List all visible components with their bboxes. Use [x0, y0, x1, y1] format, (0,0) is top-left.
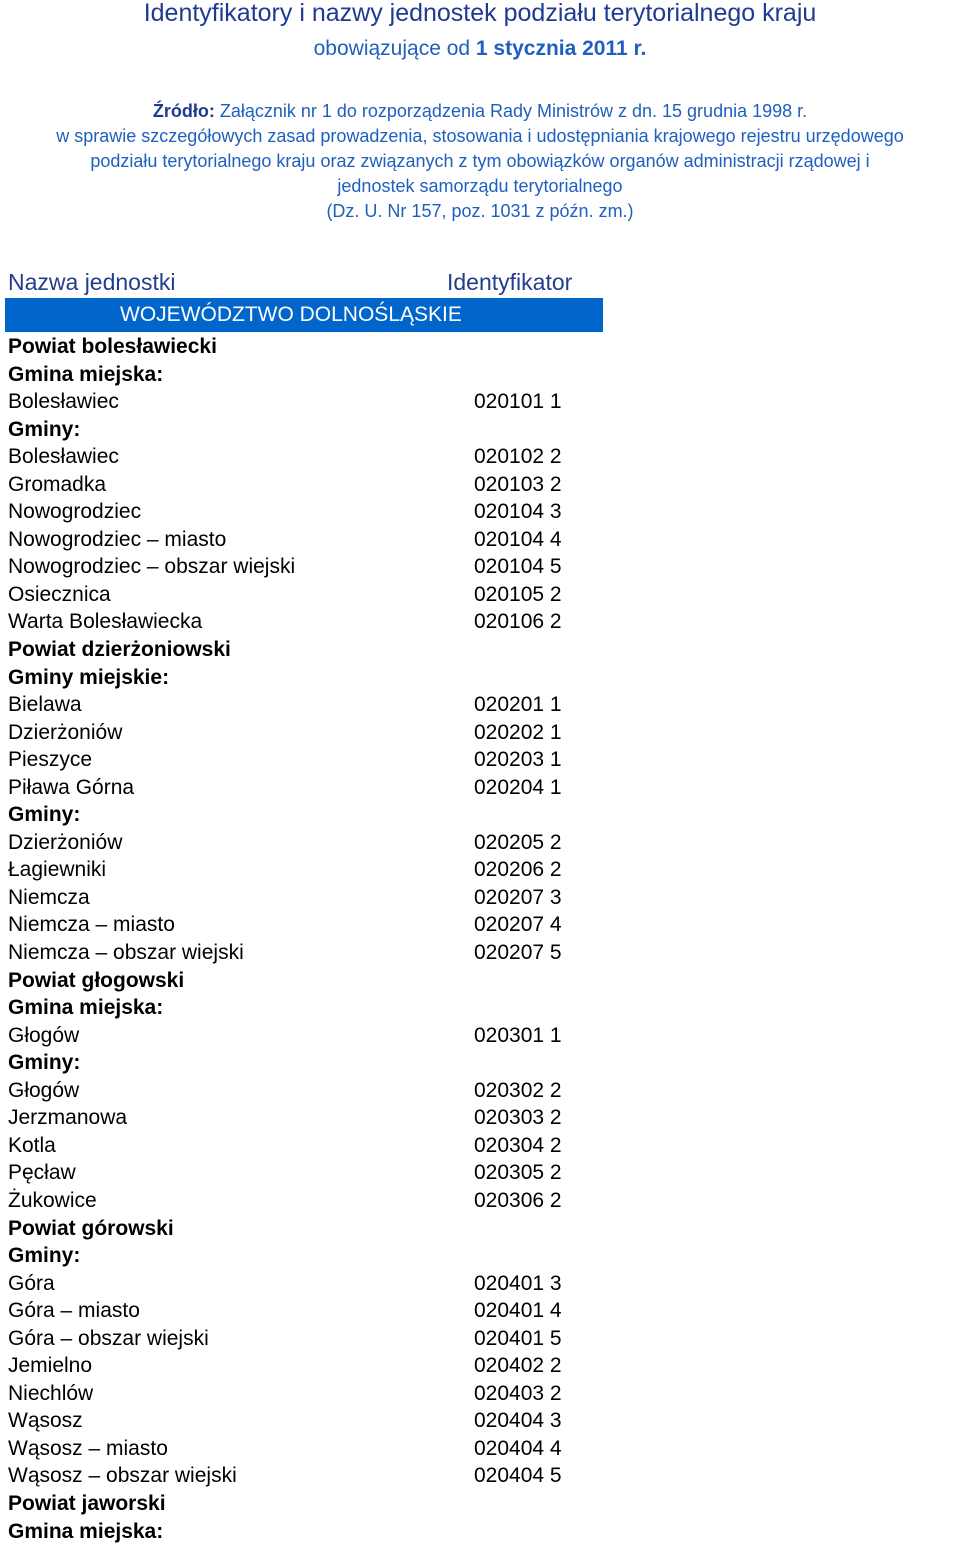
table-row [0, 388, 960, 416]
group-heading-row [0, 801, 960, 829]
subtitle-date: 1 stycznia 2011 r. [475, 37, 647, 60]
unit-name: Gminy: [8, 803, 81, 827]
unit-name: Powiat jaworski [8, 1491, 166, 1515]
unit-name: Głogów [8, 1023, 80, 1047]
unit-identifier: 020306 2 [474, 1188, 562, 1212]
unit-name: Niemcza – miasto [8, 913, 175, 937]
unit-name: Żukowice [8, 1188, 97, 1212]
table-row [0, 1022, 960, 1050]
unit-name: Powiat głogowski [8, 968, 185, 992]
unit-identifier: 020403 2 [474, 1381, 562, 1405]
source-line-1: Źródło: Załącznik nr 1 do rozporządzenia Rady Ministrów z dn. 15 grudnia 1998 r. [152, 101, 808, 121]
group-heading-row [0, 1242, 960, 1270]
unit-name: Gromadka [8, 472, 107, 496]
unit-identifier: 020101 1 [474, 390, 562, 414]
unit-name: Niemcza – obszar wiejski [8, 941, 244, 965]
unit-name: Nowogrodziec [8, 500, 142, 524]
unit-identifier: 020103 2 [474, 472, 562, 496]
table-row [0, 1132, 960, 1160]
group-heading-row [0, 416, 960, 444]
group-heading-row [0, 967, 960, 995]
unit-identifier: 020104 4 [474, 527, 562, 551]
unit-identifier: 020401 4 [474, 1299, 562, 1323]
unit-name: Warta Bolesławiecka [8, 610, 203, 634]
unit-name: Gminy: [8, 1244, 81, 1268]
group-heading-row [0, 1049, 960, 1077]
unit-name: Jemielno [8, 1354, 93, 1378]
source-note [0, 99, 960, 224]
unit-name: Gminy: [8, 1051, 81, 1075]
unit-name: Powiat bolesławiecki [8, 335, 217, 358]
column-header-id: Identyfikator [447, 269, 573, 295]
unit-name: Dzierżoniów [8, 720, 123, 744]
table-row [0, 1187, 960, 1215]
unit-identifier: 020404 4 [474, 1436, 562, 1460]
group-heading-row [0, 636, 960, 664]
table-row [0, 911, 960, 939]
unit-name: Bolesławiec [8, 445, 119, 469]
unit-name: Piława Górna [8, 775, 135, 799]
group-heading-row [0, 1215, 960, 1243]
table-row [0, 1462, 960, 1490]
source-line-2: w sprawie szczegółowych zasad prowadzenia, stosowania i udostępniania krajowego rejestru urzędowego [56, 126, 904, 146]
table-row [0, 884, 960, 912]
document-title: Identyfikatory i nazwy jednostek podziału terytorialnego kraju [143, 0, 817, 27]
subtitle-prefix: obowiązujące od [313, 37, 476, 60]
table-row [0, 1159, 960, 1187]
unit-name: Gmina miejska: [8, 362, 164, 386]
unit-identifier: 020204 1 [474, 775, 562, 799]
unit-name: Łagiewniki [8, 858, 107, 882]
unit-identifier: 020401 3 [474, 1271, 562, 1295]
unit-name: Pęcław [8, 1161, 76, 1185]
table-row [0, 1352, 960, 1380]
table-row [0, 1407, 960, 1435]
table-row [0, 498, 960, 526]
unit-identifier: 020402 2 [474, 1354, 562, 1378]
unit-name: Niemcza [8, 885, 90, 909]
unit-identifier: 020106 2 [474, 610, 562, 634]
unit-name: Góra – obszar wiejski [8, 1326, 209, 1350]
unit-identifier: 020206 2 [474, 858, 562, 882]
unit-identifier: 020303 2 [474, 1106, 562, 1130]
table-row [0, 939, 960, 967]
unit-name: Powiat dzierżoniowski [8, 638, 231, 662]
unit-name: Powiat górowski [8, 1216, 174, 1240]
unit-identifier: 020201 1 [474, 693, 562, 717]
group-heading-row [0, 333, 960, 361]
unit-identifier: 020203 1 [474, 748, 562, 772]
table-row [0, 1270, 960, 1298]
unit-name: Gminy: [8, 417, 81, 441]
column-headers [0, 267, 960, 297]
unit-name: Wąsosz – miasto [8, 1436, 168, 1460]
unit-identifier: 020304 2 [474, 1133, 562, 1157]
table-row [0, 746, 960, 774]
unit-identifier: 020207 3 [474, 885, 562, 909]
table-row [0, 1297, 960, 1325]
unit-identifier: 020102 2 [474, 445, 562, 469]
table-row [0, 774, 960, 802]
unit-name: Góra – miasto [8, 1299, 140, 1323]
source-label: Źródło: [152, 101, 215, 121]
table-row [0, 1104, 960, 1132]
group-heading-row [0, 361, 960, 389]
unit-name: Głogów [8, 1078, 80, 1102]
unit-name: Gminy miejskie: [8, 665, 170, 689]
table-row [0, 1380, 960, 1408]
table-row [0, 691, 960, 719]
group-heading-row [0, 1490, 960, 1518]
unit-name: Bolesławiec [8, 390, 119, 414]
unit-name: Jerzmanowa [8, 1106, 128, 1130]
table-row [0, 856, 960, 884]
unit-identifier: 020302 2 [474, 1078, 562, 1102]
table-row [0, 1077, 960, 1105]
table-row [0, 719, 960, 747]
unit-identifier: 020207 5 [474, 941, 562, 965]
unit-name: Pieszyce [8, 748, 93, 772]
unit-name: Wąsosz – obszar wiejski [8, 1464, 237, 1488]
unit-identifier: 020104 5 [474, 555, 562, 579]
unit-identifier: 020105 2 [474, 582, 562, 606]
document-header [0, 0, 960, 224]
table-row [0, 581, 960, 609]
table-row [0, 553, 960, 581]
column-header-name: Nazwa jednostki [8, 269, 176, 295]
unit-identifier: 020404 3 [474, 1409, 562, 1433]
voivodeship-banner [5, 298, 603, 332]
source-line-4: jednostek samorządu terytorialnego [337, 176, 623, 196]
unit-identifier: 020104 3 [474, 500, 562, 524]
unit-name: Niechlów [8, 1381, 94, 1405]
table-row [0, 829, 960, 857]
unit-identifier: 020202 1 [474, 720, 562, 744]
table-row [0, 608, 960, 636]
unit-identifier: 020301 1 [474, 1023, 562, 1047]
document-subtitle [0, 37, 960, 61]
unit-identifier: 020404 5 [474, 1464, 562, 1488]
source-line-3: podziału terytorialnego kraju oraz związanych z tym obowiązków organów administracji rządowej i [90, 151, 870, 171]
table-row [0, 1435, 960, 1463]
unit-name: Nowogrodziec – obszar wiejski [8, 555, 296, 579]
unit-name: Gmina miejska: [8, 1519, 164, 1543]
unit-list [0, 333, 960, 1545]
table-row [0, 443, 960, 471]
table-row [0, 471, 960, 499]
unit-identifier: 020205 2 [474, 830, 562, 854]
group-heading-row [0, 664, 960, 692]
unit-name: Dzierżoniów [8, 830, 123, 854]
voivodeship-name: WOJEWÓDZTWO DOLNOŚLĄSKIE [120, 303, 462, 326]
unit-identifier: 020401 5 [474, 1326, 562, 1350]
table-row [0, 526, 960, 554]
unit-name: Gmina miejska: [8, 996, 164, 1020]
unit-identifier: 020207 4 [474, 913, 562, 937]
unit-identifier: 020305 2 [474, 1161, 562, 1185]
table-row [0, 1325, 960, 1353]
unit-name: Nowogrodziec – miasto [8, 527, 227, 551]
unit-name: Osiecznica [8, 582, 111, 606]
unit-name: Bielawa [8, 693, 82, 717]
unit-name: Kotla [8, 1133, 56, 1157]
group-heading-row [0, 1518, 960, 1546]
unit-name: Góra [8, 1271, 55, 1295]
group-heading-row [0, 994, 960, 1022]
source-line-5: (Dz. U. Nr 157, poz. 1031 z późn. zm.) [326, 201, 634, 221]
unit-name: Wąsosz [8, 1409, 83, 1433]
